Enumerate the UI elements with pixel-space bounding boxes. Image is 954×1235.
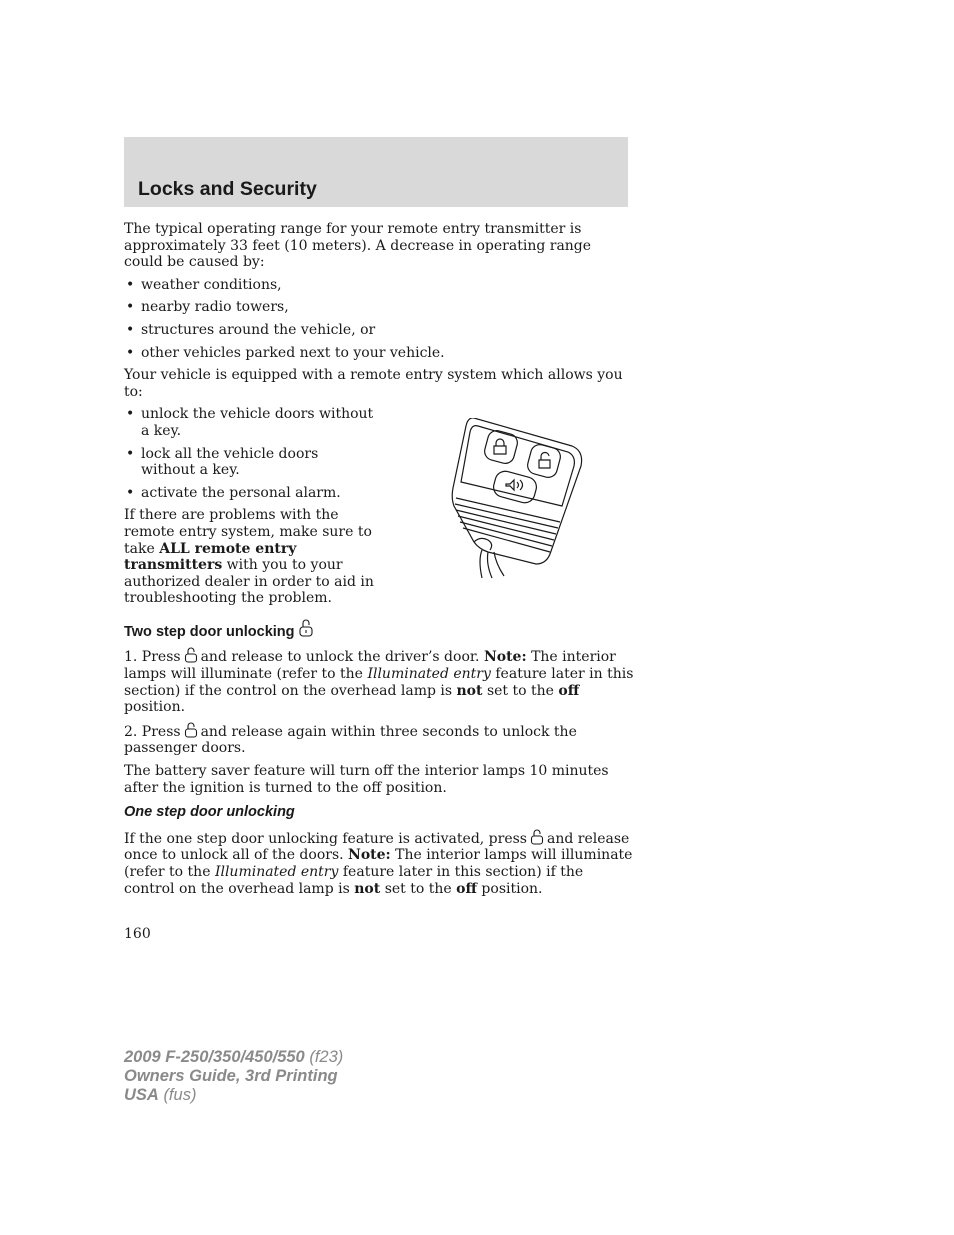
- text: position.: [124, 699, 186, 716]
- text: and release again within three seconds to unlock the passenger doors.: [124, 723, 577, 757]
- bold-text: not: [456, 682, 483, 699]
- two-step-step1: [124, 647, 634, 715]
- bold-text: off: [456, 880, 477, 897]
- text: 2. Press: [124, 723, 181, 740]
- problems-paragraph: [124, 507, 374, 607]
- list-item: • structures around the vehicle, or: [124, 322, 634, 339]
- note-label: Note:: [348, 847, 391, 864]
- problems-text: If there are problems with the remote entry system, make sure to take: [124, 507, 372, 557]
- list-item: • lock all the vehicle doors without a key.: [124, 446, 374, 479]
- key-fob-icon: [444, 418, 584, 583]
- list-item: • activate the personal alarm.: [124, 485, 374, 502]
- unlock-icon: [184, 647, 198, 663]
- one-step-paragraph: [124, 829, 634, 897]
- footer-model: 2009 F-250/350/450/550: [124, 1048, 305, 1066]
- footer-region: USA: [124, 1086, 159, 1104]
- page-title: Locks and Security: [138, 178, 317, 200]
- text: position.: [481, 880, 543, 897]
- range-paragraph: The typical operating range for your remote entry transmitter is approximately 33 feet (10 meters). A decrease in operating range could be caused by:: [124, 221, 592, 271]
- text: feature later in this section) if the control on the overhead lamp is: [124, 864, 584, 897]
- footer-guide: Owners Guide, 3rd Printing: [124, 1067, 338, 1085]
- section-header: [124, 137, 628, 207]
- text: If the one step door unlocking feature is activated, press: [124, 830, 527, 847]
- unlock-icon: [298, 619, 314, 638]
- illuminated-entry-ref: Illuminated entry: [367, 666, 491, 683]
- fob-section: [124, 406, 634, 607]
- two-step-title: Two step door unlocking: [124, 623, 295, 640]
- footer-guide-line: [124, 1067, 343, 1086]
- list-item: • nearby radio towers,: [124, 299, 634, 316]
- page-number: 160: [124, 926, 151, 942]
- footer: [124, 1048, 343, 1105]
- list-item: • unlock the vehicle doors without a key.: [124, 406, 374, 439]
- footer-region-code: (fus): [163, 1086, 197, 1104]
- system-paragraph: Your vehicle is equipped with a remote entry system which allows you to:: [124, 367, 623, 400]
- footer-model-line: [124, 1048, 343, 1067]
- text: set to the: [384, 880, 452, 897]
- list-item: • weather conditions,: [124, 277, 634, 294]
- list-item: • other vehicles parked next to your vehicle.: [124, 345, 634, 362]
- bold-text: off: [558, 682, 580, 699]
- illuminated-entry-ref: Illuminated entry: [214, 864, 339, 880]
- text: feature later in this section) if the control on the overhead lamp is: [124, 666, 634, 699]
- causes-list: [124, 277, 634, 361]
- text: The interior lamps will illuminate (refer to the: [124, 847, 633, 880]
- two-step-heading: [124, 619, 634, 641]
- unlock-icon: [184, 722, 198, 738]
- text: 1. Press: [124, 649, 181, 666]
- text: set to the: [486, 682, 554, 699]
- text: and release once to unlock all of the doors.: [124, 830, 630, 864]
- main-content: [124, 221, 634, 903]
- note-label: Note:: [483, 649, 527, 666]
- abilities-list: [124, 406, 374, 501]
- footer-region-line: [124, 1086, 343, 1105]
- problems-bold: ALL remote entry transmitters: [124, 540, 297, 574]
- fob-text-column: [124, 406, 374, 607]
- bold-text: not: [354, 880, 381, 897]
- footer-model-code: (f23): [309, 1048, 344, 1066]
- one-step-heading: One step door unlocking: [124, 804, 295, 821]
- battery-saver-paragraph: The battery saver feature will turn off the interior lamps 10 minutes after the ignition is turned to the off position.: [124, 763, 609, 796]
- text: The interior lamps will illuminate (refer to the: [124, 649, 616, 683]
- unlock-icon: [530, 829, 544, 845]
- two-step-step2: [124, 722, 634, 757]
- text: and release to unlock the driver’s door.: [200, 649, 480, 666]
- problems-text-end: with you to your authorized dealer in order to aid in troubleshooting the problem.: [124, 557, 374, 607]
